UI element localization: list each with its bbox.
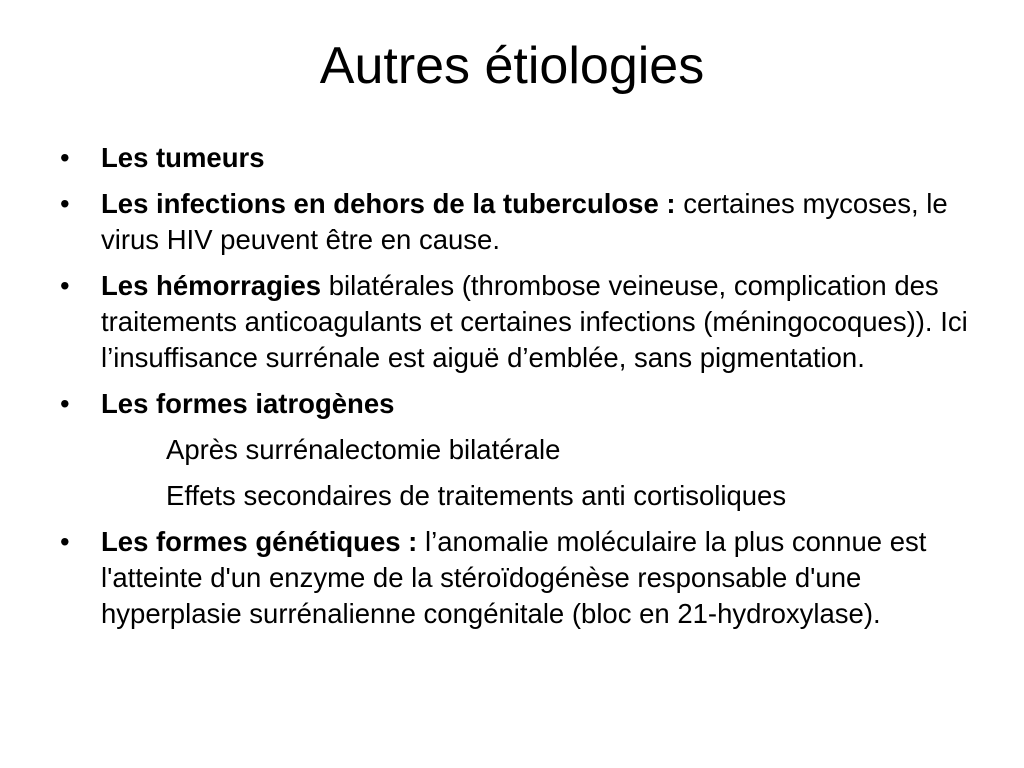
bullet-icon: • <box>60 388 70 419</box>
bullet-item-hemorragies <box>60 268 970 376</box>
bullet-heading: Les hémorragies <box>101 270 322 301</box>
bullet-icon: • <box>60 270 70 301</box>
bullet-item-iatrogenes <box>60 386 970 422</box>
slide-title: Autres étiologies <box>319 37 705 95</box>
bullet-item-genetiques <box>60 524 970 632</box>
bullet-icon: • <box>60 526 70 557</box>
bullet-heading: Les tumeurs <box>101 142 265 173</box>
sub-item-surrenalectomie <box>60 432 970 468</box>
bullet-item-tumeurs <box>60 140 970 176</box>
bullet-text: l’anomalie moléculaire la plus connue est l'atteinte d'un enzyme de la stéroïdogénèse responsable d'une hyperplasie surrénalienne congénitale (bloc en 21-hydroxylase). <box>101 526 927 629</box>
bullet-heading: Les infections en dehors de la tuberculose : <box>101 188 684 219</box>
bullet-text: certaines mycoses, le virus HIV peuvent être en cause. <box>101 188 948 255</box>
bullet-heading: Les formes génétiques : <box>101 526 425 557</box>
bullet-item-infections <box>60 186 970 258</box>
slide-body <box>60 140 970 632</box>
bullet-icon: • <box>60 142 70 173</box>
bullet-text: bilatérales (thrombose veineuse, complication des traitements anticoagulants et certaines infections (méningocoques)). Ici l’insuffisance surrénale est aiguë d’emblée, sans pigmentation. <box>101 270 968 373</box>
sub-item-text: Après surrénalectomie bilatérale <box>166 434 561 465</box>
sub-item-effets-secondaires <box>60 478 970 514</box>
bullet-heading: Les formes iatrogènes <box>101 388 395 419</box>
bullet-icon: • <box>60 188 70 219</box>
bullet-list <box>60 140 970 632</box>
sub-item-text: Effets secondaires de traitements anti cortisoliques <box>166 480 787 511</box>
